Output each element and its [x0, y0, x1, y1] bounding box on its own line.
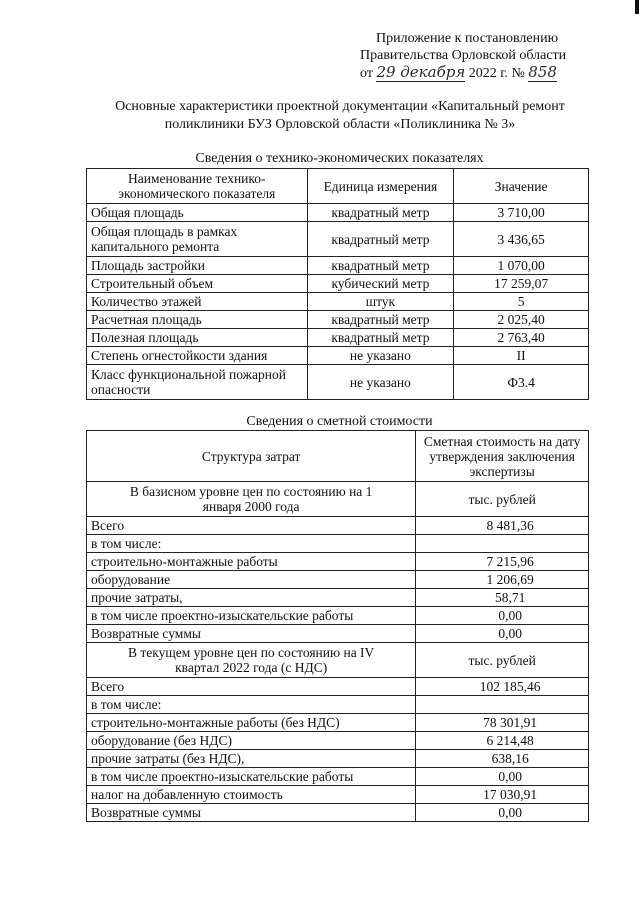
tech-header-cell: Значение [454, 169, 589, 204]
table-row [87, 696, 589, 714]
table-row [87, 329, 589, 347]
cost-item-name: прочие затраты (без НДС), [87, 750, 416, 768]
table-row [87, 750, 589, 768]
table-row [87, 517, 589, 535]
indicator-name: Количество этажей [87, 293, 308, 311]
cost-item-name: оборудование (без НДС) [87, 732, 416, 750]
table-row [87, 222, 589, 257]
cost-item-value: 1 206,69 [416, 571, 589, 589]
tech-section-title: Сведения о технико-экономических показателях [195, 151, 484, 166]
table-row [87, 275, 589, 293]
cost-item-value: 58,71 [416, 589, 589, 607]
cost-section-title: Сведения о сметной стоимости [246, 414, 433, 429]
cost-item-value: 17 030,91 [416, 786, 589, 804]
price-level-label: В текущем уровне цен по состоянию на IV квартал 2022 года (с НДС) [87, 643, 416, 678]
cost-item-name: Всего [87, 517, 416, 535]
cost-item-value: 7 215,96 [416, 553, 589, 571]
table-row [87, 365, 589, 400]
cost-header-row [87, 431, 589, 482]
indicator-unit: квадратный метр [307, 204, 454, 222]
cost-item-name: строительно-монтажные работы (без НДС) [87, 714, 416, 732]
table-row [87, 625, 589, 643]
cost-item-value: 78 301,91 [416, 714, 589, 732]
indicator-value: 1 070,00 [454, 257, 589, 275]
cost-item-name: налог на добавленную стоимость [87, 786, 416, 804]
indicator-unit: квадратный метр [307, 257, 454, 275]
cost-item-value: 638,16 [416, 750, 589, 768]
table-row [87, 804, 589, 822]
table-row [87, 553, 589, 571]
cost-item-name: прочие затраты, [87, 589, 416, 607]
indicator-unit: не указано [307, 347, 454, 365]
cost-item-name: оборудование [87, 571, 416, 589]
indicator-name: Степень огнестойкости здания [87, 347, 308, 365]
indicator-value: 17 259,07 [454, 275, 589, 293]
table-row [87, 678, 589, 696]
indicator-value: 5 [454, 293, 589, 311]
handwritten-number: 858 [528, 63, 557, 81]
cost-item-name: Возвратные суммы [87, 625, 416, 643]
table-row [87, 311, 589, 329]
header-date-line [360, 64, 590, 82]
tech-header-cell: Единица измерения [307, 169, 454, 204]
tech-header-cell: Наименование технико-экономического показателя [87, 169, 308, 204]
indicator-name: Общая площадь в рамках капитального ремонта [87, 222, 308, 257]
header-line-2: Правительства Орловской области [360, 48, 567, 63]
indicator-value: 2 763,40 [454, 329, 589, 347]
indicator-value: II [454, 347, 589, 365]
indicator-value: Ф3.4 [454, 365, 589, 400]
indicator-value: 3 710,00 [454, 204, 589, 222]
date-year: 2022 г. [468, 66, 508, 81]
cost-item-name: в том числе проектно-изыскательские работы [87, 607, 416, 625]
cost-item-name: Возвратные суммы [87, 804, 416, 822]
table-row [87, 768, 589, 786]
table-row [87, 571, 589, 589]
handwritten-date: 29 декабря [376, 63, 466, 81]
indicator-name: Класс функциональной пожарной опасности [87, 365, 308, 400]
cost-item-value: 0,00 [416, 804, 589, 822]
cost-item-value: 6 214,48 [416, 732, 589, 750]
indicator-name: Общая площадь [87, 204, 308, 222]
table-row [87, 347, 589, 365]
cost-header-structure: Структура затрат [87, 431, 416, 482]
table-row [87, 257, 589, 275]
table-row [87, 535, 589, 553]
table-row [87, 714, 589, 732]
indicator-name: Строительный объем [87, 275, 308, 293]
table-row [87, 293, 589, 311]
price-level-unit: тыс. рублей [416, 482, 589, 517]
cost-item-name: Всего [87, 678, 416, 696]
indicator-value: 2 025,40 [454, 311, 589, 329]
cost-item-name: в том числе: [87, 535, 416, 553]
table-row [87, 732, 589, 750]
indicator-unit: штук [307, 293, 454, 311]
cost-header-estimate: Сметная стоимость на дату утверждения заключения экспертизы [416, 431, 589, 482]
cost-item-name: в том числе проектно-изыскательские работы [87, 768, 416, 786]
indicator-name: Расчетная площадь [87, 311, 308, 329]
indicator-unit: квадратный метр [307, 222, 454, 257]
page-corner-mark [635, 0, 639, 14]
cost-item-value: 0,00 [416, 625, 589, 643]
cost-item-value [416, 696, 589, 714]
cost-item-name: строительно-монтажные работы [87, 553, 416, 571]
document-header [360, 30, 590, 82]
tech-header-row [87, 169, 589, 204]
cost-item-value: 102 185,46 [416, 678, 589, 696]
table-row [87, 607, 589, 625]
price-level-label: В базисном уровне цен по состоянию на 1 января 2000 года [87, 482, 416, 517]
document-title: Основные характеристики проектной документации «Капитальный ремонт поликлиники БУЗ Орловской области «Поликлиника № 3» [115, 99, 565, 132]
number-prefix: № [511, 66, 525, 81]
indicator-value: 3 436,65 [454, 222, 589, 257]
cost-item-value: 0,00 [416, 607, 589, 625]
cost-item-value: 8 481,36 [416, 517, 589, 535]
table-row [87, 204, 589, 222]
date-prefix: от [360, 66, 373, 81]
indicator-unit: квадратный метр [307, 329, 454, 347]
table-row [87, 589, 589, 607]
cost-table [86, 430, 589, 822]
cost-item-value [416, 535, 589, 553]
price-level-row [87, 482, 589, 517]
tech-indicators-table [86, 168, 589, 400]
indicator-name: Полезная площадь [87, 329, 308, 347]
price-level-unit: тыс. рублей [416, 643, 589, 678]
price-level-row [87, 643, 589, 678]
indicator-name: Площадь застройки [87, 257, 308, 275]
table-row [87, 786, 589, 804]
cost-item-value: 0,00 [416, 768, 589, 786]
cost-item-name: в том числе: [87, 696, 416, 714]
indicator-unit: квадратный метр [307, 311, 454, 329]
header-line-1: Приложение к постановлению [376, 31, 559, 46]
indicator-unit: не указано [307, 365, 454, 400]
indicator-unit: кубический метр [307, 275, 454, 293]
